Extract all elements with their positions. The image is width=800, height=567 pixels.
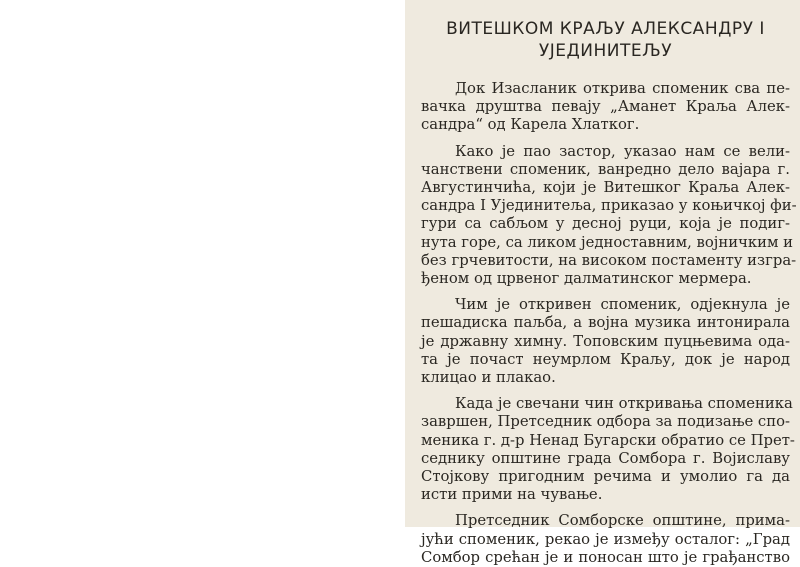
text-line: чанствени споменик, ванредно дело вајара г.	[421, 160, 790, 178]
paragraph-2	[421, 142, 797, 289]
text-line: је државну химну. Топовским пуцњевима ода-	[421, 332, 790, 350]
text-line: Када је свечани чин откривања споменика	[455, 395, 793, 413]
text-line: нута горе, са ликом једноставним, војничким и	[421, 233, 794, 251]
text-line: вачка друштва певају „Аманет Краља Алек-	[421, 98, 790, 116]
text-line: Претседник Сомборске општине, прима-	[455, 512, 790, 530]
text-line: меника г. д-р Ненад Бугарски обратио се Прет-	[421, 431, 795, 449]
text-line: Чим је откривен споменик, одјекнула је	[455, 296, 790, 314]
text-line: завршен, Претседник одбора за подизање спо-	[421, 413, 790, 431]
text-line: клицао и плакао.	[421, 369, 556, 387]
text-line: Августинчића, који је Витешког Краља Алек-	[421, 179, 790, 197]
heading-line-1: ВИТЕШКОМ КРАЉУ АЛЕКСАНДРУ I	[446, 19, 765, 39]
text-line: Док Изасланик открива споменик сва пе-	[455, 80, 790, 97]
text-line: та је почаст неумрлом Краљу, док је народ	[421, 350, 790, 368]
heading-line-2: УЈЕДИНИТЕЉУ	[538, 41, 673, 61]
text-line: гури са сабљом у десној руци, која је подиг-	[421, 215, 790, 233]
document-page	[405, 0, 800, 566]
paragraph-4	[421, 395, 795, 504]
text-line: Стојкову пригодним речима и умолио га да	[421, 468, 790, 486]
text-line: седнику општине града Сомбора г. Војиславу	[421, 449, 790, 467]
document-heading	[421, 18, 790, 62]
paragraph-1	[421, 80, 790, 135]
text-line: Сомбор срећан је и поносан што је грађанство	[421, 548, 790, 566]
text-line: јући споменик, рекао је између осталог: „Град	[421, 530, 790, 548]
paragraph-5	[421, 512, 790, 567]
text-line: сандра I Ујединитеља, приказао у коњичкој фи-	[421, 197, 797, 215]
text-line: Како је пао застор, указао нам се вели-	[455, 142, 790, 160]
text-line: без грчевитости, на високом постаменту изгра-	[421, 251, 797, 269]
text-line: пешадиска паљба, а војна музика интонирала	[421, 314, 790, 332]
text-line: исти прими на чување.	[421, 486, 603, 504]
text-line: сандра“ од Карела Хлатког.	[421, 116, 640, 134]
text-line: ђеном од црвеног далматинског мермера.	[421, 270, 752, 288]
paragraph-3	[421, 296, 790, 387]
